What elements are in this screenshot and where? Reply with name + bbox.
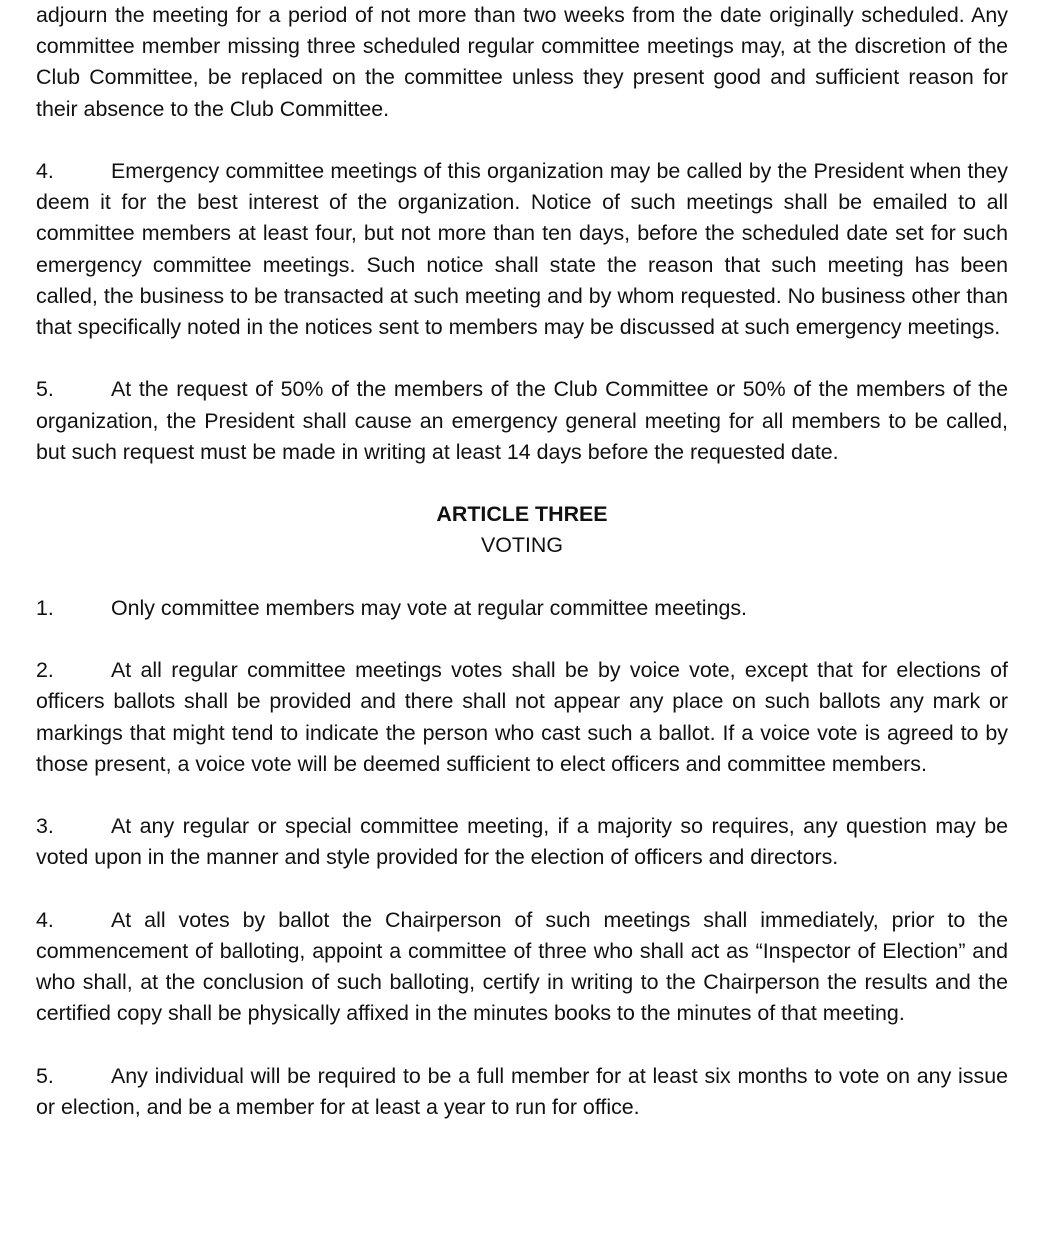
item-text: Emergency committee meetings of this organization may be called by the President when they deem it for the best interest of the organization. Notice of such meetings shall be emailed to all committee members at least four, but not more than ten days, before the scheduled date set for such emergency committee meetings. Such notice shall state the reason that such meeting has been called, the business to be transacted at such meeting and by whom requested. No business other than that specifically noted in the notices sent to members may be discussed at such emergency meetings. [36, 159, 1008, 340]
article-two-item-5 [36, 374, 1008, 468]
item-text: At all regular committee meetings votes shall be by voice vote, except that for elections of officers ballots shall be provided and there shall not appear any place on such ballots any mark or markings that might tend to indicate the person who cast such a ballot. If a voice vote is agreed to by those present, a voice vote will be deemed sufficient to elect officers and committee members. [36, 658, 1008, 776]
item-number: 3. [36, 814, 54, 839]
item-number: 4. [36, 907, 54, 932]
paragraph-gap [36, 343, 1008, 374]
article-three-item-4 [36, 905, 1008, 1030]
item-text: Any individual will be required to be a full member for at least six months to vote on any issue or election, and be a member for at least a year to run for office. [36, 1063, 1008, 1119]
item-text: At all votes by ballot the Chairperson of such meetings shall immediately, prior to the commencement of balloting, appoint a committee of three who shall act as “Inspector of Election” and who shall, at the conclusion of such balloting, certify in writing to the Chairperson the results and the certified copy shall be physically affixed in the minutes books to the minutes of that meeting. [36, 907, 1008, 1026]
paragraph-gap [36, 562, 1008, 593]
paragraph-gap [36, 125, 1008, 156]
continuation-paragraph: adjourn the meeting for a period of not more than two weeks from the date originally scheduled. Any committee member missing three scheduled regular committee meetings may, at the discretion of the Club Committee, be replaced on the committee unless they present good and sufficient reason for their absence to the Club Committee. [36, 3, 1008, 121]
item-text: At any regular or special committee meeting, if a majority so requires, any question may be voted upon in the manner and style provided for the election of officers and directors. [36, 814, 1008, 870]
article-subheading: VOTING [480, 533, 563, 558]
paragraph-gap [36, 1030, 1008, 1061]
article-two-item-4 [36, 156, 1008, 343]
article-three-item-2 [36, 655, 1008, 780]
item-text: Only committee members may vote at regular committee meetings. [111, 595, 747, 620]
article-three-item-1 [36, 593, 1008, 624]
paragraph-gap [36, 624, 1008, 655]
item-text: At the request of 50% of the members of the Club Committee or 50% of the members of the organization, the President shall cause an emergency general meeting for all members to be called, but such request must be made in writing at least 14 days before the requested date. [36, 377, 1008, 464]
paragraph-gap [36, 874, 1008, 905]
item-number: 1. [36, 595, 54, 620]
item-number: 2. [36, 658, 54, 683]
article-three-item-3 [36, 811, 1008, 873]
article-heading: ARTICLE THREE [436, 502, 608, 527]
paragraph-gap [36, 780, 1008, 811]
article-three-item-5 [36, 1061, 1008, 1123]
item-number: 5. [36, 377, 54, 402]
item-number: 4. [36, 159, 54, 183]
paragraph-gap [36, 468, 1008, 499]
item-number: 5. [36, 1063, 54, 1088]
document-page [36, 0, 1008, 1123]
